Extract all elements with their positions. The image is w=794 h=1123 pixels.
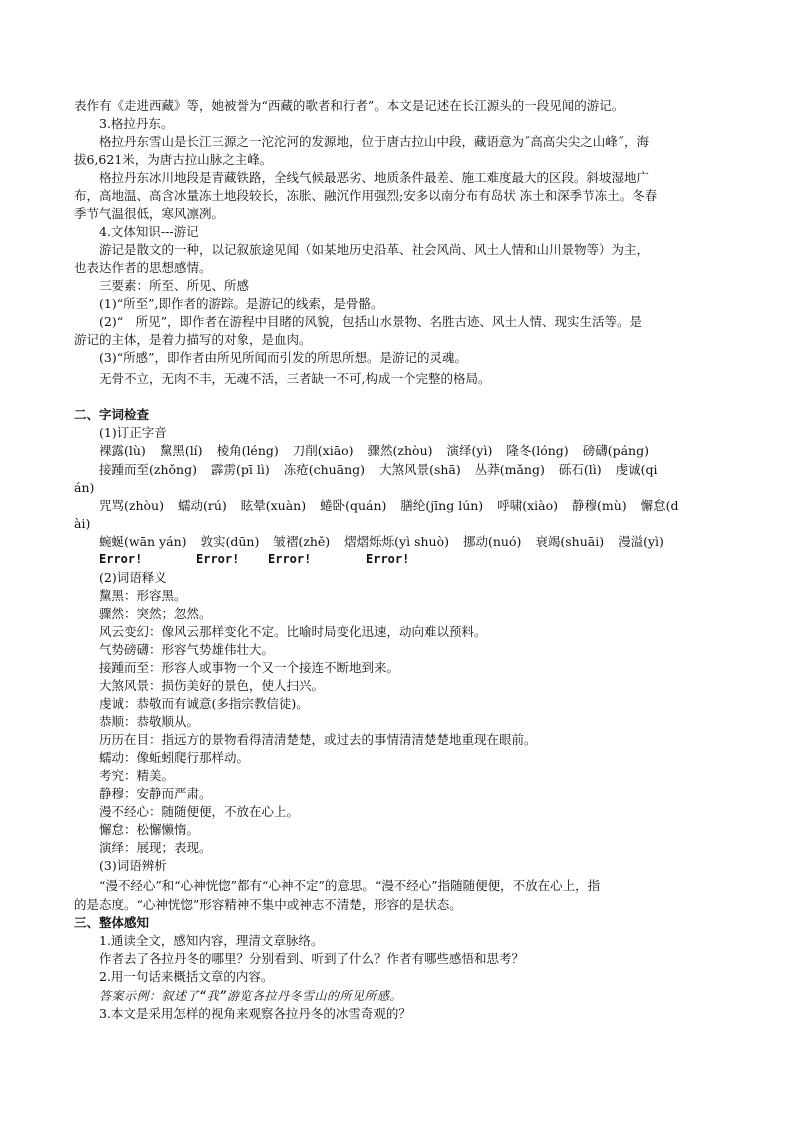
paragraph-line: 布，高地温、高含冰量冻土地段较长，冻胀、融沉作用强烈;安多以南分布有岛状 冻土和深季节冻土。冬春 [74,188,658,203]
paragraph-line: 游记的主体，是着力描写的对象，是血肉。 [74,332,312,347]
pinyin-row-2-continued: án) [74,480,95,495]
pinyin-item: 蜿蜒(wān yán) [99,534,187,549]
paragraph-line: 无骨不立，无肉不丰，无魂不活，三者缺一不可,构成一个完整的格局。 [99,371,491,386]
paragraph-line: 格拉丹东雪山是长江三源之一沱沱河的发源地，位于唐古拉山中段，藏语意为˝高高尖尖之山峰˝，海 [99,134,650,149]
pinyin-item: 漫溢(yì) [618,534,664,549]
pinyin-item: 敦实(dūn) [200,534,260,549]
pinyin-item: 懈怠(d [640,498,679,513]
error-marker: Error! [196,552,240,566]
pinyin-item: 呼啸(xiào) [497,498,558,513]
paragraph-line: (1)“所至”,即作者的游踪。是游记的线索，是骨骼。 [99,296,384,311]
pinyin-item: 挪动(nuó) [462,534,522,549]
paragraph-line: 游记是散文的一种，以记叙旅途见闻（如某地历史沿革、社会风尚、风土人情和山川景物等）为主， [99,242,650,257]
pinyin-item: 丛莽(mǎng) [474,462,545,477]
pinyin-item: 咒骂(zhòu) [99,498,164,513]
pinyin-item: 棱角(léng) [216,443,279,458]
pinyin-row-4 [0,533,794,551]
pinyin-item: 蠕动(rú) [177,498,227,513]
question-item: 作者去了各拉丹冬的哪里？分别看到、听到了什么？作者有哪些感悟和思考？ [99,951,525,966]
paragraph-line: 三要素：所至、所见、所感 [99,278,250,293]
paragraph-line: 表作有《走进西藏》等，她被誉为“西藏的歌者和行者”。本文是记述在长江源头的一段见闻的游记。 [74,98,625,113]
pinyin-item: 裸露(lù) [99,443,146,458]
pinyin-row-3 [0,497,794,515]
definition-item: 漫不经心：随随便便，不放在心上。 [99,804,300,819]
paragraph-line: 的是态度。“心神恍惚”形容精神不集中或神志不清楚，形容的是状态。 [74,897,462,912]
definition-item: 蠕动：像蚯蚓爬行那样动。 [99,750,250,765]
definition-item: 虔诚：恭敬而有诚意(多指宗教信徒)。 [99,696,309,711]
paragraph-line: “漫不经心”和“心神恍惚”都有“心神不定”的意思。“漫不经心”指随随便便，不放在心上，指 [99,878,601,893]
pinyin-item: 眩晕(xuàn) [240,498,307,513]
paragraph-line: 季节气温很低，寒风凛冽。 [74,206,225,221]
definition-item: 懈怠：松懈懒惰。 [99,822,200,837]
pinyin-item: 膳纶(jīng lún) [400,498,484,513]
definition-item: 风云变幻：像风云那样变化不定。比喻时局变化迅速，动向难以预料。 [99,624,487,639]
paragraph-line: 拔6,621米，为唐古拉山脉之主峰。 [74,152,273,167]
pinyin-item: 刀削(xiāo) [292,443,354,458]
subheading-definitions: (2)词语释义 [99,570,167,585]
definition-item: 考究：精美。 [99,768,175,783]
pinyin-item: 骤然(zhòu) [367,443,433,458]
error-marker: Error! [366,552,410,566]
answer-example: 答案示例：叙述了“我”游览各拉丹冬雪山的所见所感。 [99,989,402,1003]
definition-item: 静穆：安静而严肃。 [99,786,212,801]
error-marker: Error! [268,552,312,566]
paragraph-line: (2)“ 所见”，即作者在游程中目睹的风貌，包括山水景物、名胜古迹、风土人情、现实生活等。是 [99,314,642,329]
pinyin-item: 大煞风景(shā) [379,462,461,477]
pinyin-item: 演绎(yì) [446,443,493,458]
pinyin-item: 砾石(lì) [558,462,602,477]
pinyin-item: 静穆(mù) [571,498,627,513]
pinyin-item: 黧黑(lí) [159,443,203,458]
definition-item: 大煞风景：损伤美好的景色，使人扫兴。 [99,678,325,693]
pinyin-item: 衰竭(shuāi) [535,534,605,549]
pinyin-row-2 [0,461,794,479]
pinyin-item: 虔诚(qi [615,462,658,477]
question-item: 1.通读全文，感知内容，理清文章脉络。 [99,933,324,948]
definition-item: 恭顺：恭敬顺从。 [99,714,200,729]
pinyin-row-1 [0,442,794,460]
definition-item: 演绎：展现；表现。 [99,840,212,855]
section-heading-overall: 三、整体感知 [74,915,150,930]
paragraph-line: 也表达作者的思想感情。 [74,260,212,275]
pinyin-item: 熠熠烁烁(yì shuò) [344,534,449,549]
pinyin-item: 冻疮(chuāng) [283,462,366,477]
section-heading-vocabulary: 二、字词检查 [74,407,150,422]
pinyin-item: 磅礴(páng) [582,443,649,458]
paragraph-line: 格拉丹东冰川地段是青藏铁路，全线气候最恶劣、地质条件最差、施工难度最大的区段。斜坡湿地广 [99,170,650,185]
pinyin-item: 隆冬(lóng) [506,443,569,458]
definition-item: 气势磅礴：形容气势雄伟壮大。 [99,642,275,657]
definition-item: 历历在目：指远方的景物看得清清楚楚，或过去的事情清清楚楚地重现在眼前。 [99,732,537,747]
pinyin-item: 皱褶(zhě) [273,534,331,549]
item-heading-genre: 4.文体知识---游记 [99,224,199,239]
subheading-pronunciation: (1)订正字音 [99,425,167,440]
pinyin-row-3-continued: ài) [74,516,91,531]
definition-item: 黧黑：形容黑。 [99,588,187,603]
definition-item: 接踵而至：形容人或事物一个又一个接连不断地到来。 [99,660,400,675]
question-item: 2.用一句话来概括文章的内容。 [99,969,274,984]
question-item: 3.本文是采用怎样的视角来观察各拉丹冬的冰雪奇观的？ [99,1006,411,1021]
definition-item: 骤然：突然；忽然。 [99,606,212,621]
error-marker: Error! [99,552,143,566]
pinyin-item: 蜷卧(quán) [320,498,387,513]
pinyin-item: 霹雳(pī lì) [210,462,270,477]
item-heading-gelandandong: 3.格拉丹东。 [99,116,174,131]
paragraph-line: (3)“所感”，即作者由所见所闻而引发的所思所想。是游记的灵魂。 [99,350,467,365]
subheading-word-distinction: (3)词语辨析 [99,858,167,873]
pinyin-item: 接踵而至(zhǒng) [99,462,197,477]
